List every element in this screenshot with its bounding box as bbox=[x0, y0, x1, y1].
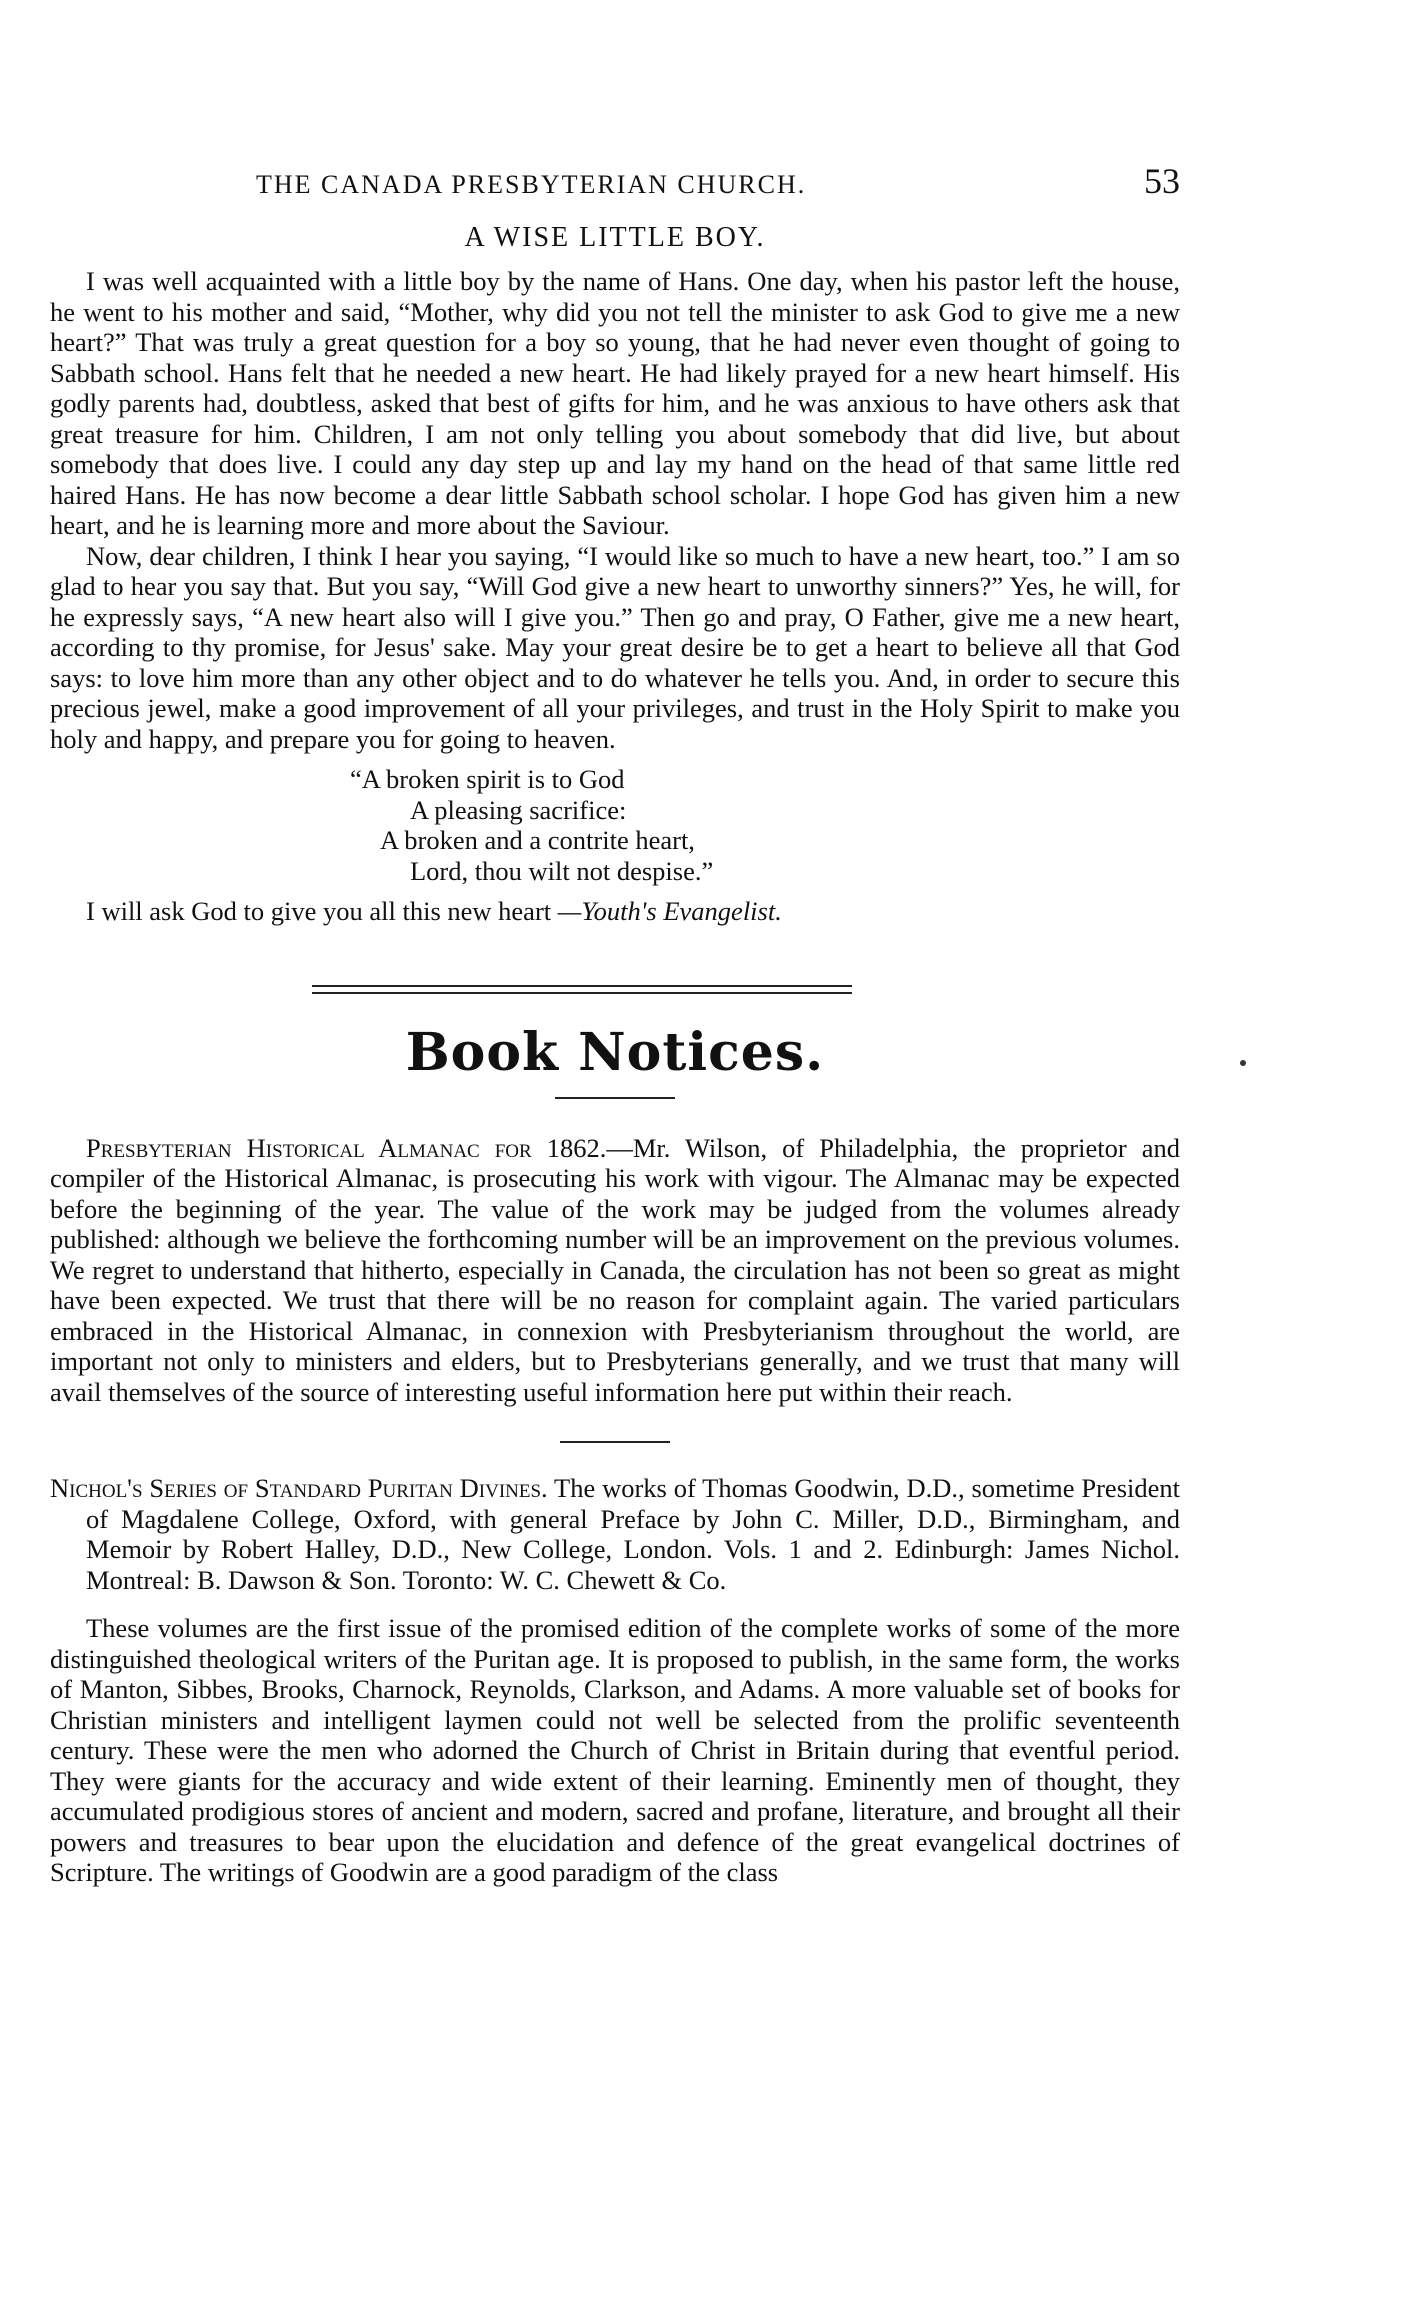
poem-line: “A broken spirit is to God bbox=[350, 764, 625, 794]
page bbox=[50, 160, 1180, 1888]
story-paragraph-1: I was well acquainted with a little boy by the name of Hans. One day, when his pastor left the house, he went to his mother and said, “Mother, why did you not tell the minister to ask God to give me a new heart?” That was truly a great question for a boy so young, that he had never even thought of going to Sabbath school. Hans felt that he needed a new heart. He had likely prayed for a new heart himself. His godly parents had, doubtless, asked that best of gifts for him, and he was anxious to have others ask that great treasure for him. Children, I am not only telling you about somebody that did live, but about somebody that does live. I could any day step up and lay my hand on the head of that same little red haired Hans. He has now become a dear little Sabbath school scholar. I hope God has given him a new heart, and he is learning more and more about the Saviour. bbox=[50, 266, 1180, 540]
closing-line bbox=[50, 896, 1180, 927]
notice-divider bbox=[560, 1441, 670, 1443]
notice-2-citation-text: The works of Thomas Goodwin, D.D., sometime President of Magdalene College, Oxford, with general Preface by John C. Miller, D.D., Birmingham, and Memoir by Robert Halley, D.D., New College, London. Vols. 1 and 2. Edinburgh: James Nichol. Montreal: B. Dawson & Son. Toronto: W. C. Chewett & Co. bbox=[86, 1473, 1180, 1595]
section-heading: Book Notices. bbox=[405, 1021, 825, 1083]
source-attribution: —Youth's Evangelist. bbox=[557, 896, 782, 926]
story-title: A WISE LITTLE BOY. bbox=[464, 222, 766, 253]
print-speck bbox=[1240, 1060, 1246, 1066]
poem bbox=[50, 764, 1180, 886]
notice-1-title: Presbyterian Historical Almanac for 1862. bbox=[86, 1132, 607, 1163]
section-divider bbox=[312, 985, 852, 994]
notice-2-citation bbox=[50, 1473, 1180, 1595]
page-number: 53 bbox=[1144, 161, 1180, 201]
poem-line: A pleasing sacrifice: bbox=[410, 794, 627, 825]
story-paragraph-2: Now, dear children, I think I hear you saying, “I would like so much to have a new heart, too.” I am so glad to hear you say that. But you say, “Will God give a new heart to unworthy sinners?” Yes, he will, for he expressly says, “A new heart also will I give you.” Then go and pray, O Father, give me a new heart, according to thy promise, for Jesus' sake. May your great desire be to get a heart to believe all that God says: to love him more than any other object and to do whatever he tells you. And, in order to secure this precious jewel, make a good improvement of all your privileges, and trust in the Holy Spirit to make you holy and happy, and prepare you for going to heaven. bbox=[50, 540, 1180, 754]
running-title: THE CANADA PRESBYTERIAN CHURCH. bbox=[256, 170, 807, 199]
poem-line: A broken and a contrite heart, bbox=[380, 825, 695, 855]
notice-2-body: These volumes are the first issue of the promised edition of the complete works of some of the more distinguished theological writers of the Puritan age. It is proposed to publish, in the same form, the works of Manton, Sibbes, Brooks, Charnock, Reynolds, Clarkson, and Adams. A more valuable set of books for Christian ministers and intelligent laymen could not well be selected from the prolific seventeenth century. These were the men who adorned the Church of Christ in Britain during that eventful period. They were giants for the accuracy and wide extent of their learning. Eminently men of thought, they accumulated prodigious stores of ancient and modern, sacred and profane, literature, and brought all their powers and treasures to bear upon the elucidation and defence of the great evangelical doctrines of Scripture. The writings of Goodwin are a good paradigm of the class bbox=[50, 1613, 1180, 1887]
notice-1-body: —Mr. Wilson, of Philadelphia, the proprietor and compiler of the Historical Almanac, is prosecuting his work with vigour. The Almanac may be expected before the beginning of the year. The value of the work may be judged from the volumes already published: although we believe the forthcoming number will be an improvement on the previous volumes. We regret to understand that hitherto, especially in Canada, the circulation has not been so great as might have been expected. We trust that there will be no reason for complaint again. The varied particulars embraced in the Historical Almanac, in connexion with Presbyterianism throughout the world, are important not only to ministers and elders, but to Presbyterians generally, and we trust that many will avail themselves of the source of interesting useful information here put within their reach. bbox=[50, 1132, 1180, 1407]
closing-text: I will ask God to give you all this new heart bbox=[86, 896, 552, 926]
notice-2-title: Nichol's Series of Standard Puritan Divines. bbox=[50, 1473, 548, 1503]
poem-line: Lord, thou wilt not despise.” bbox=[410, 855, 714, 886]
heading-rule bbox=[555, 1097, 675, 1099]
running-header bbox=[50, 160, 1180, 202]
notice-1 bbox=[50, 1133, 1180, 1408]
